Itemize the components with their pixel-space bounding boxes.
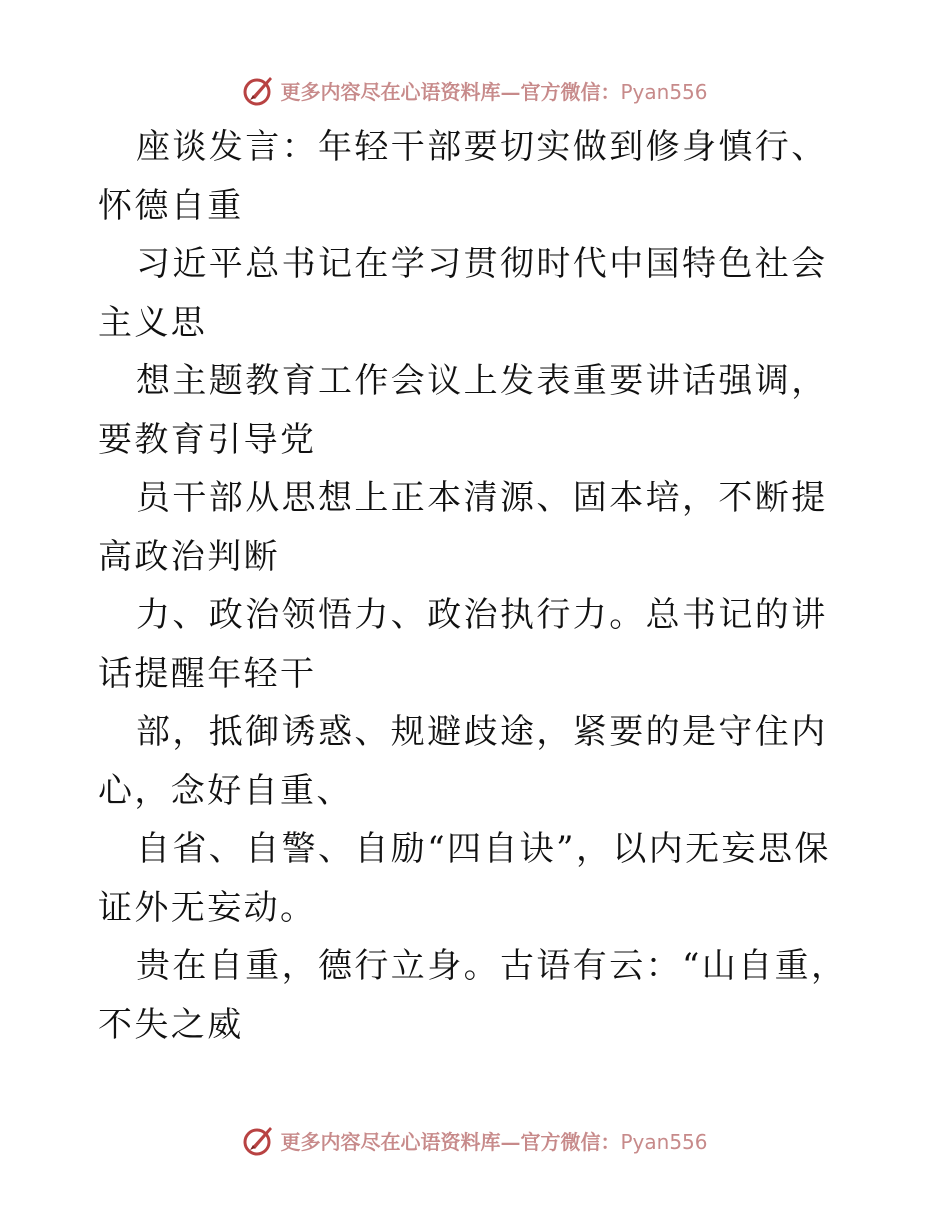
quill-logo-icon <box>242 1123 276 1157</box>
document-body <box>98 118 858 1054</box>
paragraph: 自省、自警、自励“四自诀”，以内无妄思保证外无妄动。 <box>98 829 831 928</box>
watermark-footer <box>0 1120 950 1160</box>
paragraph: 贵在自重，德行立身。古语有云：“山自重，不失之威 <box>98 946 848 1045</box>
watermark-header <box>0 70 950 110</box>
paragraph: 习近平总书记在学习贯彻时代中国特色社会主义思 <box>98 244 828 343</box>
watermark-handle: Pyan556 <box>620 79 708 104</box>
paragraph: 力、政治领悟力、政治执行力。总书记的讲话提醒年轻干 <box>98 595 828 694</box>
quill-logo-icon <box>242 73 276 107</box>
watermark-handle: Pyan556 <box>620 1129 708 1154</box>
paragraph: 员干部从思想上正本清源、固本培，不断提高政治判断 <box>98 478 828 577</box>
watermark-text: 更多内容尽在心语资料库—官方微信：Pyan556 <box>280 79 708 104</box>
paragraph: 部，抵御诱惑、规避歧途，紧要的是守住内心，念好自重、 <box>98 712 828 811</box>
paragraph: 想主题教育工作会议上发表重要讲话强调，要教育引导党 <box>98 361 828 460</box>
document-title: 座谈发言：年轻干部要切实做到修身慎行、怀德自重 <box>98 127 828 226</box>
watermark-text: 更多内容尽在心语资料库—官方微信：Pyan556 <box>280 1129 708 1154</box>
